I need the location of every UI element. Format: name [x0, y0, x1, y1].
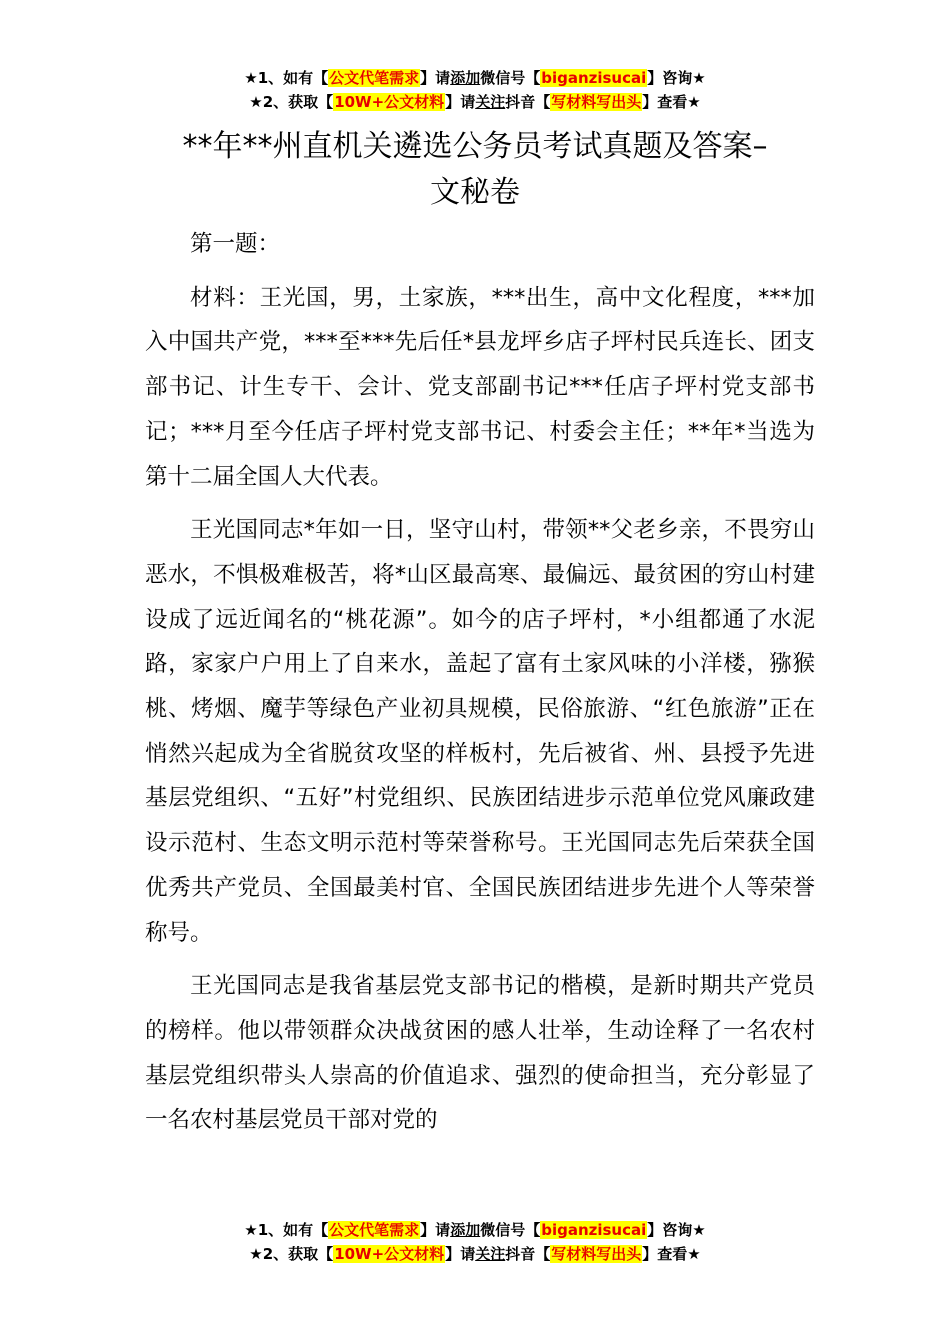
highlight-materials: 10W+公文材料	[334, 93, 445, 111]
title-line-2: 文秘卷	[430, 175, 520, 210]
highlight-service: 公文代笔需求	[329, 1221, 420, 1239]
paragraph: 材料：王光国，男，土家族，***出生，高中文化程度，***加入中国共产党，***至***先后任*县龙坪乡店子坪村民兵连长、团支部书记、计生专干、会计、党支部副书记***任店子坪村党支部书记；***月至今任店子坪村党支部书记、村委会主任；**年*当选为第十二届全国人大代表。	[145, 284, 815, 490]
paragraph: 王光国同志是我省基层党支部书记的楷模，是新时期共产党员的榜样。他以带领群众决战贫困的感人壮举，生动诠释了一名农村基层党组织带头人崇高的价值追求、强烈的使命担当，充分彰显了一名农村基层党员干部对党的	[145, 973, 815, 1134]
highlight-douyin-id: 写材料写出头	[551, 1245, 642, 1263]
highlight-materials: 10W+公文材料	[334, 1245, 445, 1263]
highlight-wechat-id: biganzisucai	[541, 1221, 647, 1239]
promo-line-1: ★1、如有【公文代笔需求】请添加微信号【biganzisucai】咨询★	[244, 69, 706, 87]
promo-line-1: ★1、如有【公文代笔需求】请添加微信号【biganzisucai】咨询★	[244, 1221, 706, 1239]
paragraph: 王光国同志*年如一日，坚守山村，带领**父老乡亲，不畏穷山恶水，不惧极难极苦，将*山区最高寒、最偏远、最贫困的穷山村建设成了远近闻名的“桃花源”。如今的店子坪村，*小组都通了水泥路，家家户户用上了自来水，盖起了富有土家风味的小洋楼，猕猴桃、烤烟、魔芋等绿色产业初具规模，民俗旅游、“红色旅游”正在悄然兴起成为全省脱贫攻坚的样板村，先后被省、州、县授予先进基层党组织、“五好”村党组织、民族团结进步示范单位党风廉政建设示范村、生态文明示范村等荣誉称号。王光国同志先后荣获全国优秀共产党员、全国最美村官、全国民族团结进步先进个人等荣誉称号。	[145, 517, 815, 946]
promo-line-2: ★2、获取【10W+公文材料】请关注抖音【写材料写出头】查看★	[249, 93, 701, 111]
title-line-1: **年**州直机关遴选公务员考试真题及答案–	[182, 129, 768, 164]
document-title	[100, 124, 850, 216]
highlight-service: 公文代笔需求	[329, 69, 420, 87]
highlight-douyin-id: 写材料写出头	[551, 93, 642, 111]
question-heading: 第一题：	[190, 231, 281, 257]
highlight-wechat-id: biganzisucai	[541, 69, 647, 87]
top-promo-banner	[0, 66, 950, 114]
document-body	[145, 222, 815, 1152]
bottom-promo-banner	[0, 1218, 950, 1266]
promo-line-2: ★2、获取【10W+公文材料】请关注抖音【写材料写出头】查看★	[249, 1245, 701, 1263]
